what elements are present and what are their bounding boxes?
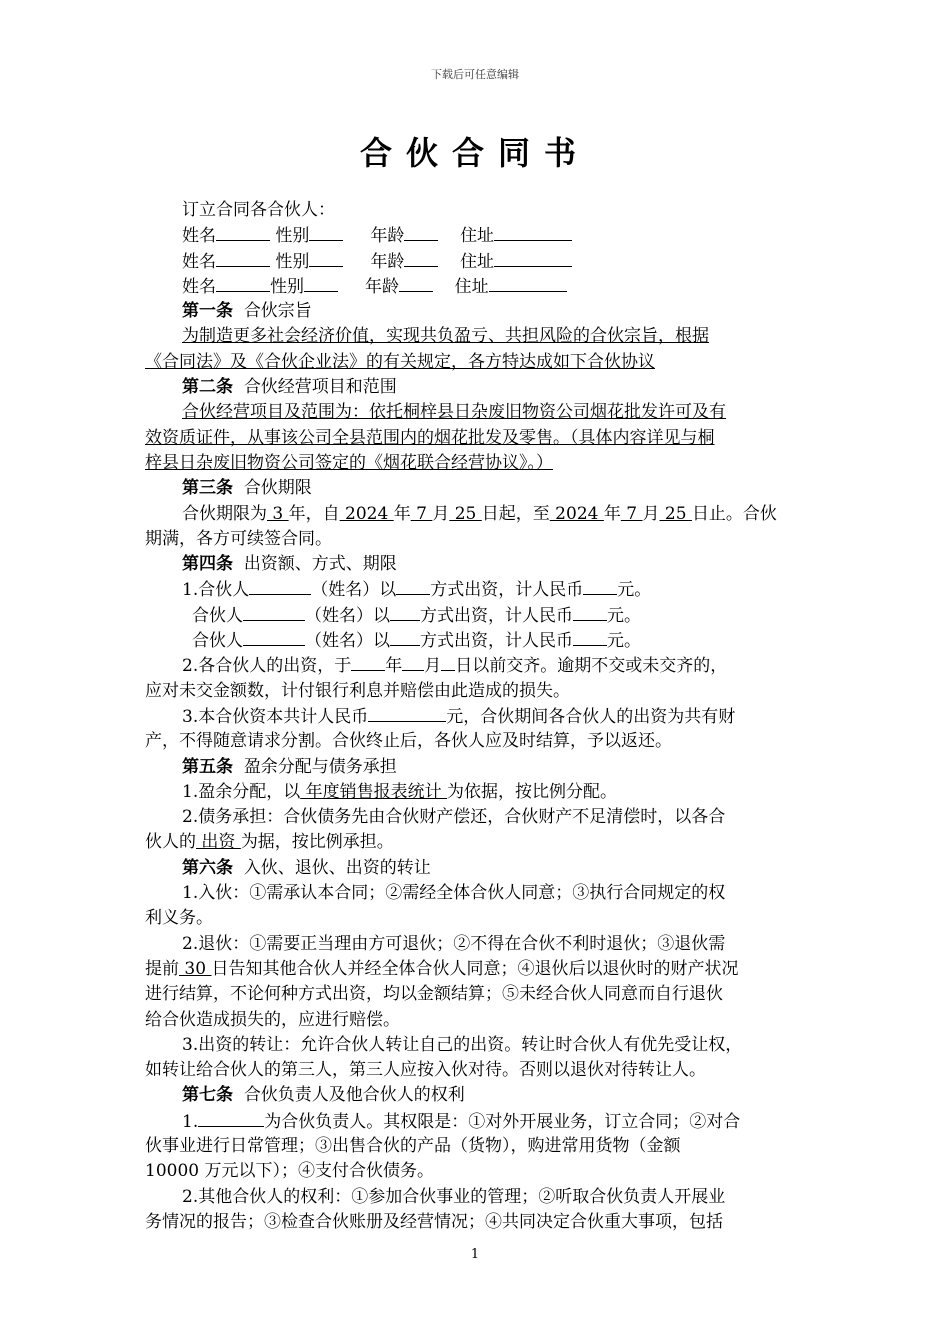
article-6-text: 进行结算，不论何种方式出资，均以金额结算；⑤未经合伙人同意而自行退伙 <box>145 984 723 1005</box>
partner-blank <box>243 603 305 621</box>
article-6-heading: 第六条 入伙、退伙、出资的转让 <box>182 857 431 878</box>
mode-blank <box>390 628 420 646</box>
partner-row: 姓名 性别 年龄 住址 <box>145 249 810 274</box>
article-2-heading: 第二条 合伙经营项目和范围 <box>182 377 397 398</box>
article-2-text: 效资质证件，从事该公司全县范围内的烟花批发及零售。（具体内容详见与桐 <box>145 427 715 448</box>
article-6-clause-2: 2.退伙：①需要正当理由方可退伙；②不得在合伙不利时退伙；③退伙需 <box>182 933 726 954</box>
article-2-text: 梓县日杂废旧物资公司签定的《烟花联合经营协议》。） <box>145 452 553 473</box>
address-blank <box>489 274 567 292</box>
article-7-heading: 第七条 合伙负责人及他合伙人的权利 <box>182 1085 465 1106</box>
article-7-text: 务情况的报告；③检查合伙账册及经营情况；④共同决定合伙重大事项，包括 <box>145 1211 723 1232</box>
age-blank <box>404 249 438 267</box>
intro-line: 订立合同各合伙人： <box>182 200 335 220</box>
gender-blank <box>309 223 343 241</box>
contract-body <box>145 198 810 1235</box>
article-3-text: 期满，各方可续签合同。 <box>145 528 332 549</box>
article-5-heading: 第五条 盈余分配与债务承担 <box>182 756 397 777</box>
partner-blank <box>243 628 305 646</box>
article-7-clause-1: 1. 为合伙负责人。其权限是：①对外开展业务，订立合同；②对合 <box>145 1109 810 1134</box>
article-4-text: 产，不得随意请求分割。合伙终止后，各伙人应及时结算，予以返还。 <box>145 731 672 752</box>
gender-blank <box>304 274 338 292</box>
article-4-clause-3: 3.本合伙资本共计人民币 元，合伙期间各合伙人的出资为共有财 <box>145 704 810 729</box>
article-2-text: 合伙经营项目及范围为：依托桐梓县日杂废旧物资公司烟花批发许可及有 <box>182 402 726 423</box>
partner-blank <box>249 577 311 595</box>
partner-row: 姓名 性别 年龄 住址 <box>145 274 810 299</box>
article-3-term-line: 合伙期限为 3 年，自 2024 年 7 月 25 日起，至 2024 年 7 月 25 日止。合伙 <box>182 503 777 524</box>
contribution-row: 合伙人 （姓名）以 方式出资，计人民币 元。 <box>145 603 810 628</box>
name-blank <box>216 249 270 267</box>
article-6-text: 利义务。 <box>145 908 213 929</box>
amount-blank <box>583 577 617 595</box>
article-7-clause-2: 2.其他合伙人的权利：①参加合伙事业的管理；②听取合伙负责人开展业 <box>182 1186 726 1207</box>
contribution-row: 合伙人 （姓名）以 方式出资，计人民币 元。 <box>145 628 810 653</box>
partner-row: 姓名 性别 年龄 住址 <box>145 223 810 248</box>
age-blank <box>404 223 438 241</box>
start-day: 25 <box>449 503 482 524</box>
year-blank <box>351 653 385 671</box>
article-5-clause-1: 1.盈余分配，以 年度销售报表统计 为依据，按比例分配。 <box>182 781 618 802</box>
month-blank <box>402 653 424 671</box>
article-6-clause-1: 1.入伙：①需承认本合同；②需经全体合伙人同意；③执行合同规定的权 <box>182 883 726 904</box>
gender-blank <box>309 249 343 267</box>
article-6-text: 提前 30 日告知其他合伙人并经全体合伙人同意；④退伙后以退伙时的财产状况 <box>145 958 739 979</box>
term-years: 3 <box>267 503 289 524</box>
article-7-text: 伙事业进行日常管理；③出售合伙的产品（货物），购进常用货物（金额 <box>145 1135 681 1156</box>
article-3-heading: 第三条 合伙期限 <box>182 478 312 499</box>
day-blank <box>441 653 455 671</box>
start-month: 7 <box>410 503 433 524</box>
article-6-text: 如转让给合伙人的第三人，第三人应按入伙对待。否则以退伙对待转让人。 <box>145 1060 706 1081</box>
article-1-heading: 第一条 合伙宗旨 <box>182 301 312 322</box>
article-6-clause-3: 3.出资的转让：允许合伙人转让自己的出资。转让时合伙人有优先受让权， <box>182 1034 743 1055</box>
article-5-text: 伙人的 出资 为据，按比例承担。 <box>145 832 394 853</box>
age-blank <box>399 274 433 292</box>
document-title: 合伙合同书 <box>359 134 590 172</box>
end-day: 25 <box>659 503 692 524</box>
amount-blank <box>573 603 607 621</box>
end-month: 7 <box>620 503 643 524</box>
article-1-text: 为制造更多社会经济价值，实现共负盈亏、共担风险的合伙宗旨，根据 <box>182 326 709 347</box>
name-blank <box>216 274 270 292</box>
manager-blank <box>198 1109 264 1127</box>
article-4-heading: 第四条 出资额、方式、期限 <box>182 554 397 575</box>
contribution-row: 1.合伙人 （姓名）以 方式出资，计人民币 元。 <box>145 577 810 602</box>
start-year: 2024 <box>339 503 394 524</box>
capital-blank <box>368 704 446 722</box>
header-note: 下载后可任意编辑 <box>431 68 519 81</box>
address-blank <box>494 223 572 241</box>
article-5-clause-2: 2.债务承担：合伙债务先由合伙财产偿还，合伙财产不足清偿时，以各合 <box>182 807 726 828</box>
article-7-text: 10000 万元以下）；④支付合伙债务。 <box>145 1161 434 1182</box>
article-4-clause-2: 2.各合伙人的出资，于 年 月 日以前交齐。逾期不交或未交齐的， <box>145 653 810 678</box>
page-number: 1 <box>470 1247 480 1262</box>
end-year: 2024 <box>549 503 604 524</box>
article-1-text: 《合同法》及《合伙企业法》的有关规定，各方特达成如下合伙协议 <box>145 351 655 372</box>
name-blank <box>216 223 270 241</box>
mode-blank <box>396 577 430 595</box>
article-6-text: 给合伙造成损失的，应进行赔偿。 <box>145 1009 400 1030</box>
article-4-text: 应对未交金额数，计付银行利息并赔偿由此造成的损失。 <box>145 680 570 701</box>
address-blank <box>494 249 572 267</box>
mode-blank <box>390 603 420 621</box>
amount-blank <box>573 628 607 646</box>
